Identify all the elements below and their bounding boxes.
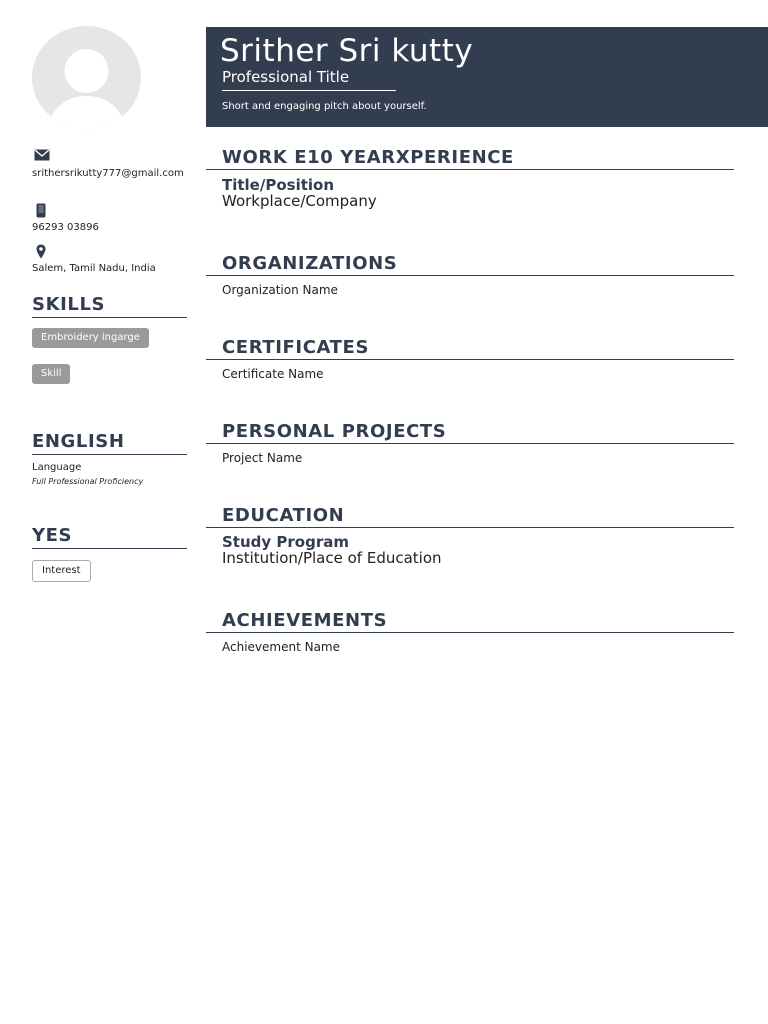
achievement-name: Achievement Name [222,640,341,654]
work-company: Workplace/Company [222,192,377,210]
phone-text: 96293 03896 [32,222,99,233]
study-program: Study Program [222,533,349,551]
work-experience-heading: WORK E10 YEARXPERIENCE [206,147,734,170]
avatar [32,26,141,129]
map-pin-icon [36,244,52,260]
work-title: Title/Position [222,176,335,194]
header-banner [206,27,768,127]
institution-name: Institution/Place of Education [222,549,442,567]
skills-heading: SKILLS [32,294,187,318]
achievements-heading: ACHIEVEMENTS [206,610,734,633]
pitch-text: Short and engaging pitch about yourself. [222,101,427,112]
organization-name: Organization Name [222,283,338,297]
personal-projects-heading: PERSONAL PROJECTS [206,421,734,444]
envelope-icon [34,148,50,164]
organizations-heading: ORGANIZATIONS [206,253,734,276]
phone-icon [36,203,52,219]
education-heading: EDUCATION [206,505,734,528]
interests-heading: YES [32,525,187,549]
certificates-heading: CERTIFICATES [206,337,734,360]
skill-chip: Embroidery ingarge [32,328,149,348]
location-text: Salem, Tamil Nadu, India [32,263,156,274]
person-silhouette-icon [32,26,141,129]
full-name: Srither Sri kutty [220,33,474,69]
certificate-name: Certificate Name [222,367,324,381]
language-heading: ENGLISH [32,431,187,455]
language-level: Full Professional Proficiency [32,477,144,486]
professional-title: Professional Title [222,68,350,86]
interest-chip: Interest [32,560,91,582]
skill-chip: Skill [32,364,70,384]
title-divider [222,90,396,91]
language-name: Language [32,462,82,473]
email-text: srithersrikutty777@gmail.com [32,168,184,179]
project-name: Project Name [222,451,303,465]
